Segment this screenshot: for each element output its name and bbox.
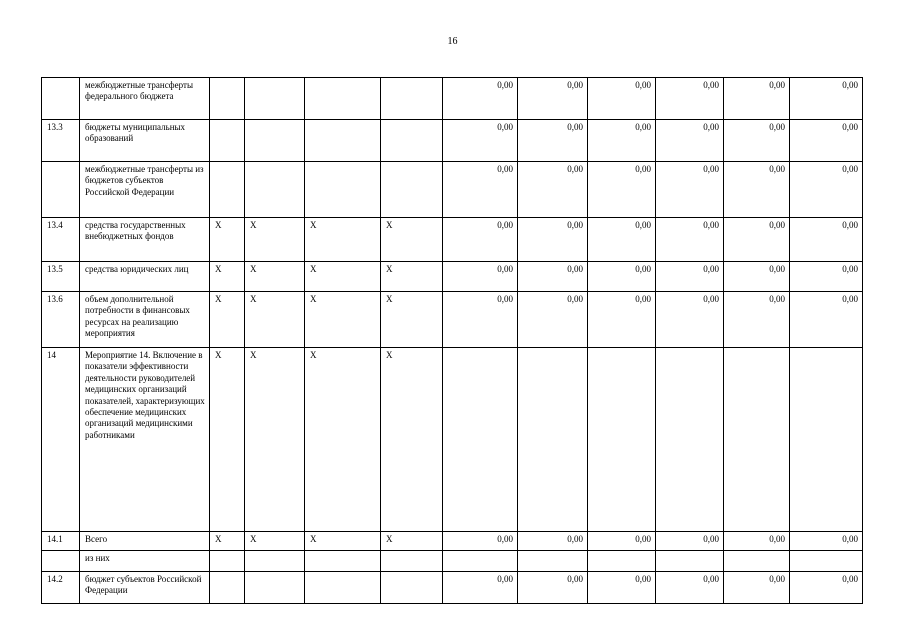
value-cell-2: 0,00 bbox=[518, 78, 588, 120]
value-cell-4: 0,00 bbox=[656, 218, 724, 262]
value-cell-5: 0,00 bbox=[724, 218, 790, 262]
value-cell-2: 0,00 bbox=[518, 292, 588, 348]
value-cell-4: 0,00 bbox=[656, 162, 724, 218]
budget-table bbox=[41, 77, 863, 604]
mark-cell-4 bbox=[381, 551, 443, 572]
row-number bbox=[42, 551, 80, 572]
value-cell-1: 0,00 bbox=[443, 218, 518, 262]
row-number: 14.2 bbox=[42, 572, 80, 604]
row-number bbox=[42, 78, 80, 120]
mark-cell-1 bbox=[210, 120, 245, 162]
value-cell-1 bbox=[443, 551, 518, 572]
value-cell-5: 0,00 bbox=[724, 532, 790, 551]
mark-cell-3: X bbox=[305, 262, 381, 292]
mark-cell-4: X bbox=[381, 532, 443, 551]
row-description: межбюджетные трансферты федерального бюджета bbox=[80, 78, 210, 120]
mark-cell-2: X bbox=[245, 532, 305, 551]
mark-cell-3: X bbox=[305, 218, 381, 262]
value-cell-4: 0,00 bbox=[656, 78, 724, 120]
table-row bbox=[42, 292, 863, 348]
value-cell-5: 0,00 bbox=[724, 78, 790, 120]
mark-cell-3: X bbox=[305, 348, 381, 532]
value-cell-2: 0,00 bbox=[518, 218, 588, 262]
value-cell-6: 0,00 bbox=[790, 162, 863, 218]
mark-cell-4: X bbox=[381, 348, 443, 532]
value-cell-6: 0,00 bbox=[790, 262, 863, 292]
row-description: объем дополнительной потребности в финансовых ресурсах на реализацию мероприятия bbox=[80, 292, 210, 348]
value-cell-3: 0,00 bbox=[588, 162, 656, 218]
value-cell-3: 0,00 bbox=[588, 120, 656, 162]
mark-cell-1: X bbox=[210, 532, 245, 551]
value-cell-2: 0,00 bbox=[518, 572, 588, 604]
value-cell-5: 0,00 bbox=[724, 292, 790, 348]
value-cell-2 bbox=[518, 348, 588, 532]
value-cell-4: 0,00 bbox=[656, 292, 724, 348]
row-description: средства государственных внебюджетных фондов bbox=[80, 218, 210, 262]
value-cell-4 bbox=[656, 551, 724, 572]
row-description: межбюджетные трансферты из бюджетов субъектов Российской Федерации bbox=[80, 162, 210, 218]
value-cell-1: 0,00 bbox=[443, 120, 518, 162]
value-cell-4: 0,00 bbox=[656, 532, 724, 551]
mark-cell-1: X bbox=[210, 292, 245, 348]
value-cell-6: 0,00 bbox=[790, 292, 863, 348]
mark-cell-2: X bbox=[245, 348, 305, 532]
row-number: 13.6 bbox=[42, 292, 80, 348]
mark-cell-3: X bbox=[305, 532, 381, 551]
mark-cell-3 bbox=[305, 551, 381, 572]
value-cell-2: 0,00 bbox=[518, 120, 588, 162]
value-cell-3: 0,00 bbox=[588, 78, 656, 120]
value-cell-5: 0,00 bbox=[724, 162, 790, 218]
table-row bbox=[42, 120, 863, 162]
mark-cell-4 bbox=[381, 120, 443, 162]
mark-cell-2: X bbox=[245, 292, 305, 348]
mark-cell-4: X bbox=[381, 292, 443, 348]
row-description: из них bbox=[80, 551, 210, 572]
value-cell-1: 0,00 bbox=[443, 532, 518, 551]
mark-cell-1 bbox=[210, 162, 245, 218]
table-row bbox=[42, 262, 863, 292]
value-cell-6: 0,00 bbox=[790, 532, 863, 551]
mark-cell-2: X bbox=[245, 262, 305, 292]
value-cell-1: 0,00 bbox=[443, 292, 518, 348]
mark-cell-2 bbox=[245, 78, 305, 120]
mark-cell-4 bbox=[381, 78, 443, 120]
value-cell-6: 0,00 bbox=[790, 78, 863, 120]
row-number: 13.3 bbox=[42, 120, 80, 162]
row-number: 14.1 bbox=[42, 532, 80, 551]
mark-cell-1: X bbox=[210, 262, 245, 292]
value-cell-6 bbox=[790, 348, 863, 532]
mark-cell-4 bbox=[381, 572, 443, 604]
table-row bbox=[42, 532, 863, 551]
mark-cell-1: X bbox=[210, 218, 245, 262]
value-cell-6: 0,00 bbox=[790, 218, 863, 262]
table-body bbox=[42, 78, 863, 604]
mark-cell-1 bbox=[210, 551, 245, 572]
value-cell-1: 0,00 bbox=[443, 262, 518, 292]
value-cell-1 bbox=[443, 348, 518, 532]
mark-cell-3 bbox=[305, 78, 381, 120]
mark-cell-2: X bbox=[245, 218, 305, 262]
row-description: бюджеты муниципальных образований bbox=[80, 120, 210, 162]
row-description: Мероприятие 14. Включение в показатели эффективности деятельности руководителей медицинских организаций показателей, характеризующих обеспечение медицинских организаций медицинскими работниками bbox=[80, 348, 210, 532]
mark-cell-1 bbox=[210, 572, 245, 604]
page-number: 16 bbox=[447, 36, 458, 47]
value-cell-1: 0,00 bbox=[443, 78, 518, 120]
value-cell-5: 0,00 bbox=[724, 262, 790, 292]
value-cell-3: 0,00 bbox=[588, 292, 656, 348]
mark-cell-1: X bbox=[210, 348, 245, 532]
value-cell-6: 0,00 bbox=[790, 120, 863, 162]
value-cell-3: 0,00 bbox=[588, 532, 656, 551]
value-cell-4 bbox=[656, 348, 724, 532]
row-number: 13.4 bbox=[42, 218, 80, 262]
mark-cell-3 bbox=[305, 572, 381, 604]
value-cell-5 bbox=[724, 348, 790, 532]
mark-cell-4: X bbox=[381, 218, 443, 262]
mark-cell-3 bbox=[305, 120, 381, 162]
value-cell-3: 0,00 bbox=[588, 572, 656, 604]
value-cell-6 bbox=[790, 551, 863, 572]
value-cell-5: 0,00 bbox=[724, 572, 790, 604]
mark-cell-3: X bbox=[305, 292, 381, 348]
mark-cell-2 bbox=[245, 162, 305, 218]
row-number: 13.5 bbox=[42, 262, 80, 292]
table-row bbox=[42, 572, 863, 604]
mark-cell-2 bbox=[245, 551, 305, 572]
value-cell-4: 0,00 bbox=[656, 572, 724, 604]
value-cell-3: 0,00 bbox=[588, 218, 656, 262]
row-number: 14 bbox=[42, 348, 80, 532]
value-cell-3 bbox=[588, 551, 656, 572]
table-row bbox=[42, 551, 863, 572]
value-cell-5: 0,00 bbox=[724, 120, 790, 162]
value-cell-2: 0,00 bbox=[518, 262, 588, 292]
value-cell-2: 0,00 bbox=[518, 532, 588, 551]
mark-cell-2 bbox=[245, 572, 305, 604]
value-cell-2 bbox=[518, 551, 588, 572]
mark-cell-4: X bbox=[381, 262, 443, 292]
mark-cell-4 bbox=[381, 162, 443, 218]
value-cell-3 bbox=[588, 348, 656, 532]
mark-cell-2 bbox=[245, 120, 305, 162]
value-cell-3: 0,00 bbox=[588, 262, 656, 292]
value-cell-2: 0,00 bbox=[518, 162, 588, 218]
value-cell-1: 0,00 bbox=[443, 162, 518, 218]
mark-cell-1 bbox=[210, 78, 245, 120]
value-cell-4: 0,00 bbox=[656, 120, 724, 162]
value-cell-6: 0,00 bbox=[790, 572, 863, 604]
row-description: Всего bbox=[80, 532, 210, 551]
table-row bbox=[42, 78, 863, 120]
row-description: бюджет субъектов Российской Федерации bbox=[80, 572, 210, 604]
table-row bbox=[42, 348, 863, 532]
value-cell-4: 0,00 bbox=[656, 262, 724, 292]
row-number bbox=[42, 162, 80, 218]
mark-cell-3 bbox=[305, 162, 381, 218]
table-row bbox=[42, 162, 863, 218]
row-description: средства юридических лиц bbox=[80, 262, 210, 292]
value-cell-1: 0,00 bbox=[443, 572, 518, 604]
value-cell-5 bbox=[724, 551, 790, 572]
table-row bbox=[42, 218, 863, 262]
